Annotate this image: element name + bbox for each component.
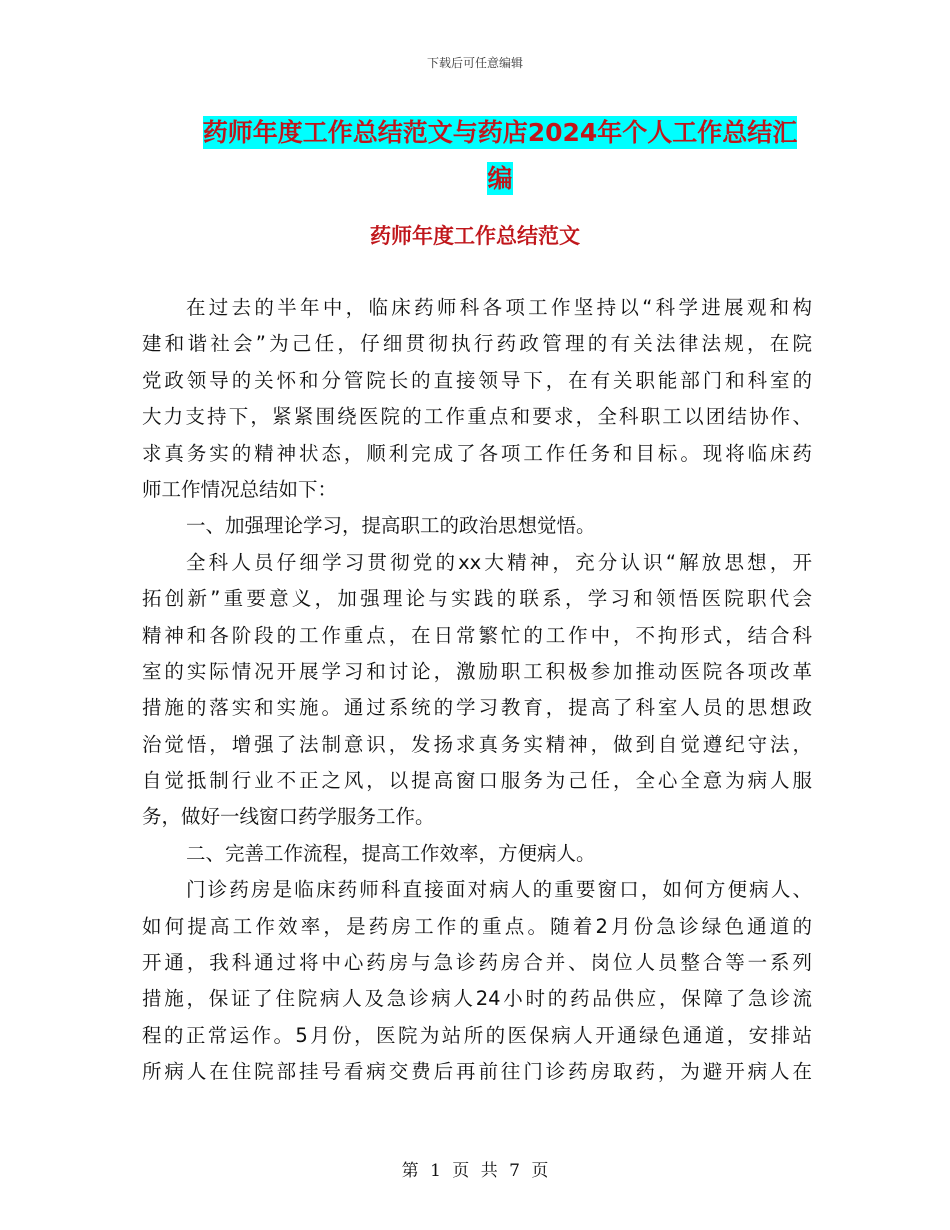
section-title: 药师年度工作总结范文 [370,224,580,248]
body-line: 措施，保证了住院病人及急诊病人24小时的药品供应，保障了急诊流 [142,987,812,1011]
body-line: 建和谐社会”为己任，仔细贯彻执行药政管理的有关法律法规，在院 [142,332,812,356]
body-line: 精神和各阶段的工作重点，在日常繁忙的工作中，不拘形式，结合科 [142,623,812,647]
body-line: 务，做好一线窗口药学服务工作。 [142,805,435,829]
body-line: 开通，我科通过将中心药房与急诊药房合并、岗位人员整合等一系列 [142,951,812,975]
header-note: 下载后可任意编辑 [426,56,523,70]
heading-line: 一、加强理论学习，提高职工的政治思想觉悟。 [186,514,596,538]
body-line: 在过去的半年中，临床药师科各项工作坚持以“科学进展观和构 [186,296,812,319]
body-text [142,290,812,1091]
body-line: 全科人员仔细学习贯彻党的xx大精神，充分认识“解放思想，开 [186,550,812,574]
body-line: 大力支持下，紧紧围绕医院的工作重点和要求，全科职工以团结协作、 [142,405,812,429]
body-line: 拓创新”重要意义，加强理论与实践的联系，学习和领悟医院职代会 [142,587,812,611]
body-line: 治觉悟，增强了法制意识，发扬求真务实精神，做到自觉遵纪守法， [142,732,812,756]
body-line: 自觉抵制行业不正之风，以提高窗口服务为己任，全心全意为病人服 [142,769,812,793]
body-line: 党政领导的关怀和分管院长的直接领导下，在有关职能部门和科室的 [142,368,812,392]
heading-line: 二、完善工作流程，提高工作效率，方便病人。 [186,841,596,865]
body-line: 室的实际情况开展学习和讨论，激励职工积极参加推动医院各项改革 [142,659,812,683]
body-line: 所病人在住院部挂号看病交费后再前往门诊药房取药，为避开病人在 [142,1060,812,1084]
body-line: 师工作情况总结如下： [142,477,338,501]
document-title-line-1: 药师年度工作总结范文与药店2024年个人工作总结汇 [202,118,798,147]
body-line: 措施的落实和实施。通过系统的学习教育，提高了科室人员的思想政 [142,696,812,720]
body-line: 程的正常运作。5月份，医院为站所的医保病人开通绿色通道，安排站 [142,1023,812,1047]
body-line: 门诊药房是临床药师科直接面对病人的重要窗口，如何方便病人、 [186,878,812,902]
body-line: 如何提高工作效率，是药房工作的重点。随着2月份急诊绿色通道的 [142,914,812,938]
document-title-line-2: 编 [487,164,513,193]
body-line: 求真务实的精神状态，顺利完成了各项工作任务和目标。现将临床药 [142,441,812,465]
page-footer: 第 1 页 共 7 页 [401,1161,549,1181]
document-title [150,110,850,202]
